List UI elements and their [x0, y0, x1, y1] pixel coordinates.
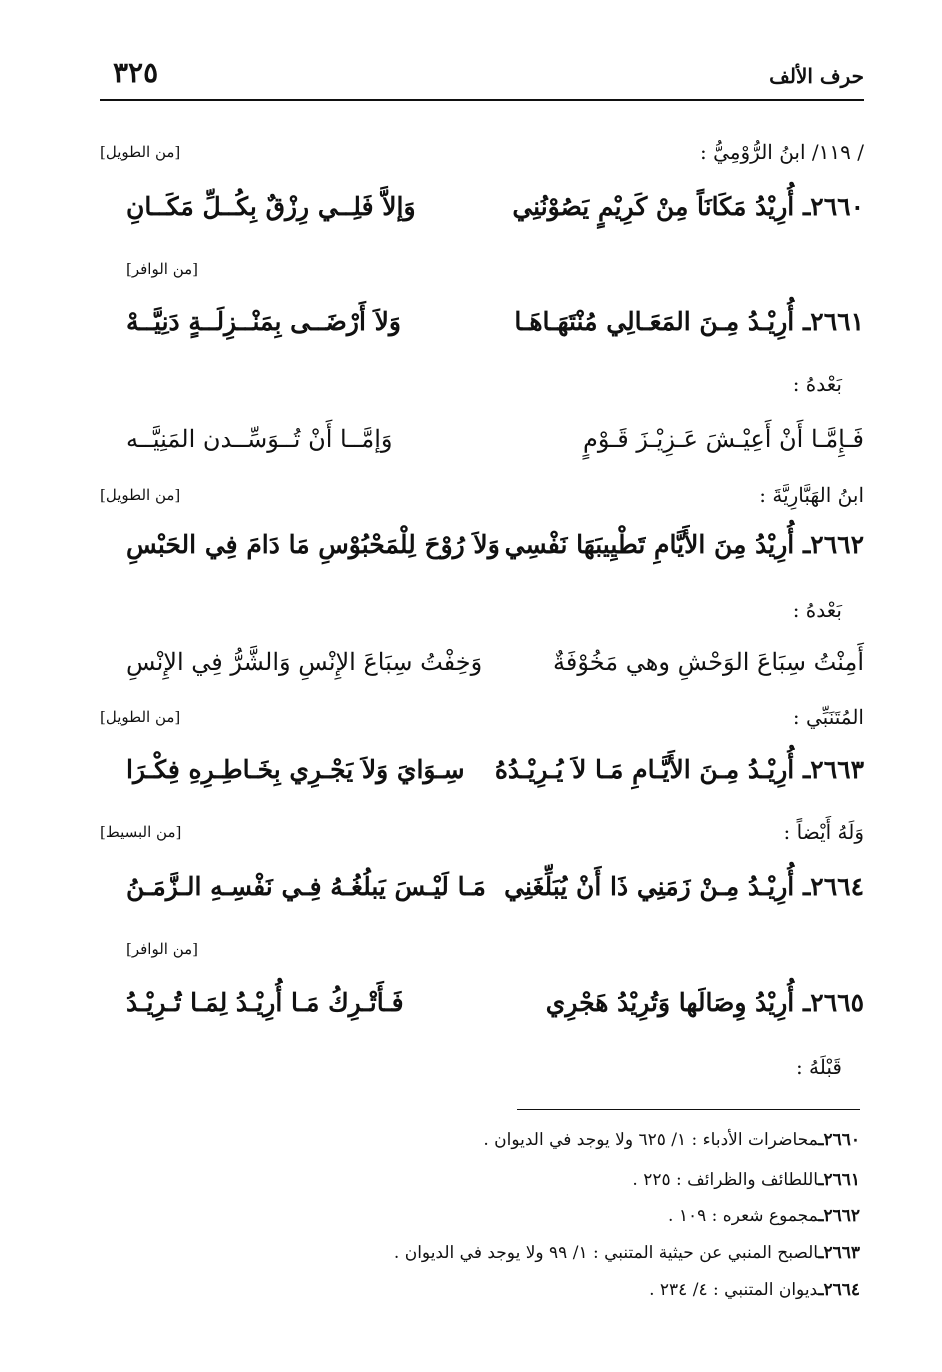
footnote-number: ٢٦٦١ـ — [818, 1170, 860, 1190]
hemistich-first: ٢٦٦١ـ أُرِيْـدُ مِـنَ المَعَـالِي مُنْتَهَـاهَـا — [514, 307, 864, 336]
poet-name: وَلَهُ أَيْضاً : — [783, 820, 864, 844]
entry-4-heading — [100, 705, 864, 729]
footnote-text: الصبح المنبي عن حيثية المتنبي : ١/ ٩٩ ولا يوجد في الديوان . — [393, 1243, 819, 1263]
entry-3-heading — [100, 483, 864, 507]
page-number: ٣٢٥ — [113, 56, 159, 89]
hemistich-first: ٢٦٦٢ـ أُرِيْدُ مِنَ الأَيَّامِ تَطْيِيبَهَا نَفْسِي — [504, 530, 864, 559]
hemistich-second: وَخِفْتُ سِبَاعَ الإِنْسِ وَالشَّرُّ فِي الإِنْسِ — [126, 648, 483, 676]
footnote — [394, 1243, 860, 1263]
hemistich-second: مَـا لَيْـسَ يَبلُغُـهُ فِـي نَفْسِـهِ الـزَّمَـنُ — [126, 872, 486, 901]
hemistich-first: ٢٦٦٠ـ أُرِيْدُ مَكَانَاً مِنْ كَرِيْمٍ يَصُوْنُنِي — [512, 192, 864, 221]
poet-name: / ١١٩/ ابنُ الرُّوْمِيُّ : — [700, 140, 864, 164]
hemistich-second: فَـأَتْـرِكُ مَـا أُرِيْـدُ لِمَـا تُـرِيْـدُ — [126, 988, 404, 1017]
hemistich-second: سِـوَايَ وَلاَ يَجْـرِي بِخَـاطِـرِهِ فِكْـرَا — [126, 755, 465, 784]
verse-2660 — [100, 192, 864, 232]
hemistich-first: فَـإِمَّـا أَنْ أَعِيْـشَ عَـزِيْـزَ قَـوْمٍ — [583, 425, 864, 453]
footnote — [649, 1280, 860, 1300]
following-label: بَعْدهُ : — [792, 598, 842, 622]
footnote-number: ٢٦٦٤ـ — [818, 1280, 860, 1300]
footnote — [668, 1206, 860, 1226]
following-label: بَعْدهُ : — [792, 372, 842, 396]
footnote-number: ٢٦٦٣ـ — [818, 1243, 860, 1263]
footnote-text: مجموع شعره : ١٠٩ . — [668, 1206, 819, 1226]
footnote-text: اللطائف والظرائف : ٢٢٥ . — [632, 1170, 819, 1190]
entry-5-heading — [100, 820, 864, 844]
footnote-rule — [517, 1109, 860, 1110]
footnote-text: محاضرات الأدباء : ١/ ٦٢٥ ولا يوجد في الديوان . — [483, 1130, 819, 1150]
footnote-text: ديوان المتنبي : ٤/ ٢٣٤ . — [649, 1280, 819, 1300]
preceding-label: قَبْلَهُ : — [795, 1055, 842, 1079]
poet-name: ابنُ الهَبَّارِيَّةَ : — [759, 483, 864, 507]
verse-following-2662 — [100, 648, 864, 688]
hemistich-first: ٢٦٦٤ـ أُرِيْـدُ مِـنْ زَمَنِي ذَا أَنْ يُبَلِّغَنِي — [504, 872, 864, 901]
footnote — [632, 1170, 860, 1190]
hemistich-first: أَمِنْتُ سِبَاعَ الوَحْشِ وهي مَخُوْفَةٌ — [553, 648, 864, 676]
meter-label: [من الوافر] — [126, 260, 199, 278]
verse-2661 — [100, 307, 864, 347]
meter-label: [من الطويل] — [100, 486, 181, 504]
meter-label: [من الطويل] — [100, 708, 181, 726]
hemistich-second: وَإمَّــا أَنْ تُــوَسِّــدن المَنِيَّــه — [126, 425, 393, 453]
verse-2662 — [100, 530, 864, 570]
entry-1-heading — [100, 140, 864, 164]
verse-2663 — [100, 755, 864, 795]
meter-label: [من الوافر] — [126, 940, 199, 958]
meter-label: [من البسيط] — [100, 823, 182, 841]
hemistich-second: وَلاَ رُوْحَ لِلْمَحْبُوْسِ مَا دَامَ فِي الحَبْسِ — [126, 530, 500, 559]
footnote-number: ٢٦٦٢ـ — [818, 1206, 860, 1226]
footnote-number: ٢٦٦٠ـ — [818, 1130, 860, 1150]
verse-2664 — [100, 872, 864, 912]
hemistich-second: وَلاَ أَرْضَــى بِمَنْــزِلَــةٍ دَنِيَّــهْ — [126, 307, 401, 336]
meter-label: [من الطويل] — [100, 143, 181, 161]
header-rule — [100, 99, 864, 101]
hemistich-first: ٢٦٦٥ـ أُرِيْدُ وِصَالَها وَتُرِيْدُ هَجْرِي — [545, 988, 864, 1017]
verse-following-2661 — [100, 425, 864, 465]
hemistich-second: وَإلاَّ فَلِــي رِزْقٌ بِكُــلِّ مَكَــانِ — [126, 192, 416, 221]
footnote — [483, 1130, 860, 1150]
hemistich-first: ٢٦٦٣ـ أُرِيْـدُ مِـنَ الأَيَّـامِ مَـا لاَ يُـرِيْـدُهُ — [494, 755, 864, 784]
poet-name: المُتَنَبِّي : — [792, 705, 864, 729]
verse-2665 — [100, 988, 864, 1028]
chapter-title: حرف الألف — [769, 64, 864, 88]
